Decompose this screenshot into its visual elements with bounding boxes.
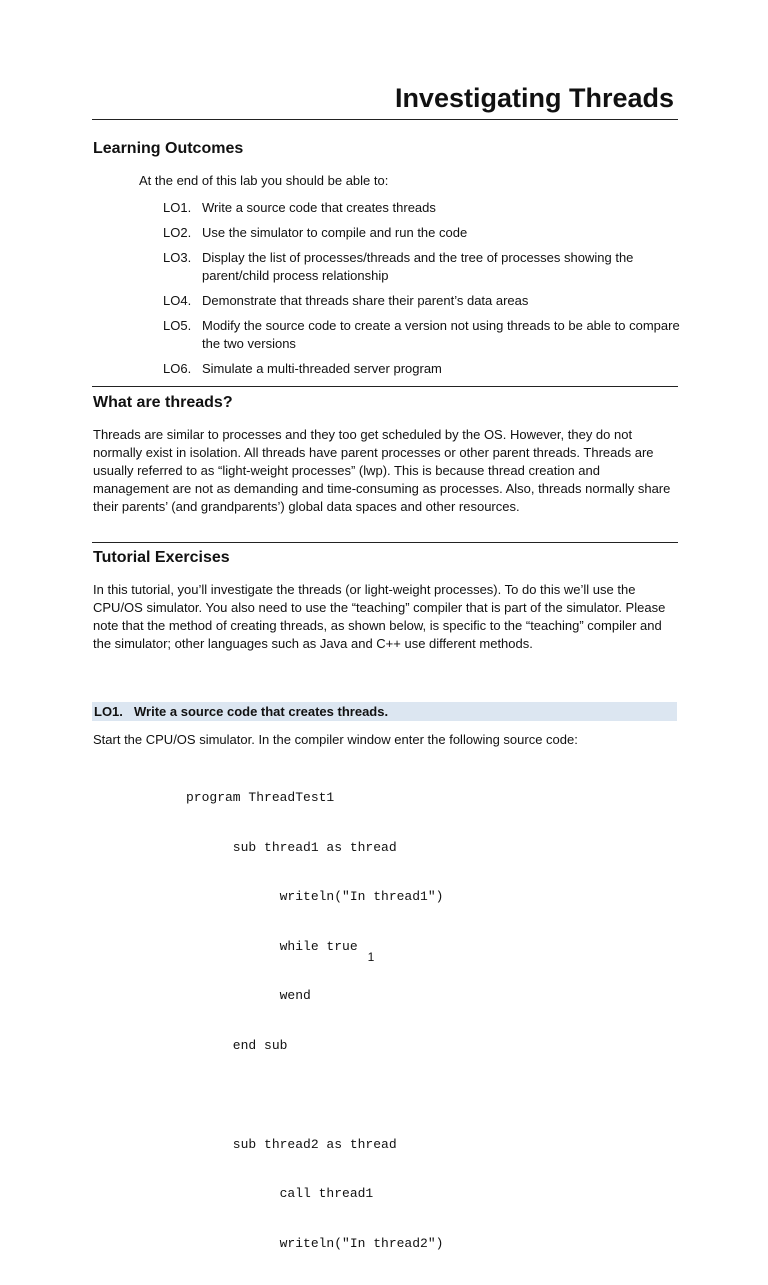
lo-text: Write a source code that creates threads xyxy=(202,200,436,215)
code-line: program ThreadTest1 xyxy=(186,790,335,805)
lo-text: Display the list of processes/threads and the tree of processes showing the parent/child process relationship xyxy=(202,250,634,283)
lo-number: LO6. xyxy=(163,361,192,376)
code-line: end sub xyxy=(186,1037,288,1053)
exercise-instruction: Start the CPU/OS simulator. In the compiler window enter the following source code: xyxy=(93,732,578,747)
learning-outcomes-list xyxy=(163,199,683,385)
exercise-number: LO1. xyxy=(94,704,123,719)
lo-text: Simulate a multi-threaded server program xyxy=(202,361,442,376)
code-line: writeln("In thread2") xyxy=(186,1235,444,1251)
lo-text: Use the simulator to compile and run the code xyxy=(202,225,468,240)
list-item xyxy=(163,224,683,242)
title-rule xyxy=(92,119,678,120)
page-number: 1 xyxy=(367,950,375,964)
section-rule xyxy=(92,386,678,387)
section-rule xyxy=(92,542,678,543)
what-are-threads-body: Threads are similar to processes and they too get scheduled by the OS. However, they do not normally exist in isolation. All threads have parent processes or other parent threads. Threads are usually referred to as “light-weight processes” (lwp). This is because thread creation and management are not as demanding and time-consuming as processes. Also, threads normally share their parents’ (and grandparents’) global data spaces and other resources. xyxy=(93,427,671,514)
code-line: call thread1 xyxy=(186,1186,374,1201)
lo-number: LO4. xyxy=(163,293,192,308)
code-line: writeln("In thread1") xyxy=(186,889,444,904)
code-line: while true xyxy=(186,938,358,954)
lo-number: LO5. xyxy=(163,318,192,333)
exercise-heading-bar xyxy=(92,702,677,721)
code-line: sub thread1 as thread xyxy=(186,839,397,855)
list-item xyxy=(163,292,683,310)
lo-text: Demonstrate that threads share their parent’s data areas xyxy=(202,293,529,308)
code-line: sub thread2 as thread xyxy=(186,1136,397,1152)
lo-number: LO3. xyxy=(163,250,192,265)
list-item xyxy=(163,199,683,217)
what-are-threads-heading: What are threads? xyxy=(93,394,233,411)
tutorial-heading: Tutorial Exercises xyxy=(93,549,230,566)
list-item xyxy=(163,360,683,378)
learning-outcomes-intro: At the end of this lab you should be able to: xyxy=(139,173,389,188)
list-item xyxy=(163,249,683,285)
lo-number: LO2. xyxy=(163,225,192,240)
code-line xyxy=(186,1087,443,1104)
list-item xyxy=(163,317,683,353)
lo-number: LO1. xyxy=(163,200,192,215)
source-code-block xyxy=(186,757,443,1285)
learning-outcomes-heading: Learning Outcomes xyxy=(93,140,244,157)
lo-text: Modify the source code to create a version not using threads to be able to compare the two versions xyxy=(202,318,680,351)
document-title: Investigating Threads xyxy=(394,83,674,113)
code-line: wend xyxy=(186,988,311,1003)
tutorial-body: In this tutorial, you’ll investigate the threads (or light-weight processes). To do this we’ll use the CPU/OS simulator. You also need to use the “teaching” compiler that is part of the simulator. Please note that the method of creating threads, as shown below, is specific to the “teaching” compiler and the simulator; other languages such as Java and C++ use different methods. xyxy=(93,582,666,651)
exercise-title: Write a source code that creates threads. xyxy=(134,704,389,719)
